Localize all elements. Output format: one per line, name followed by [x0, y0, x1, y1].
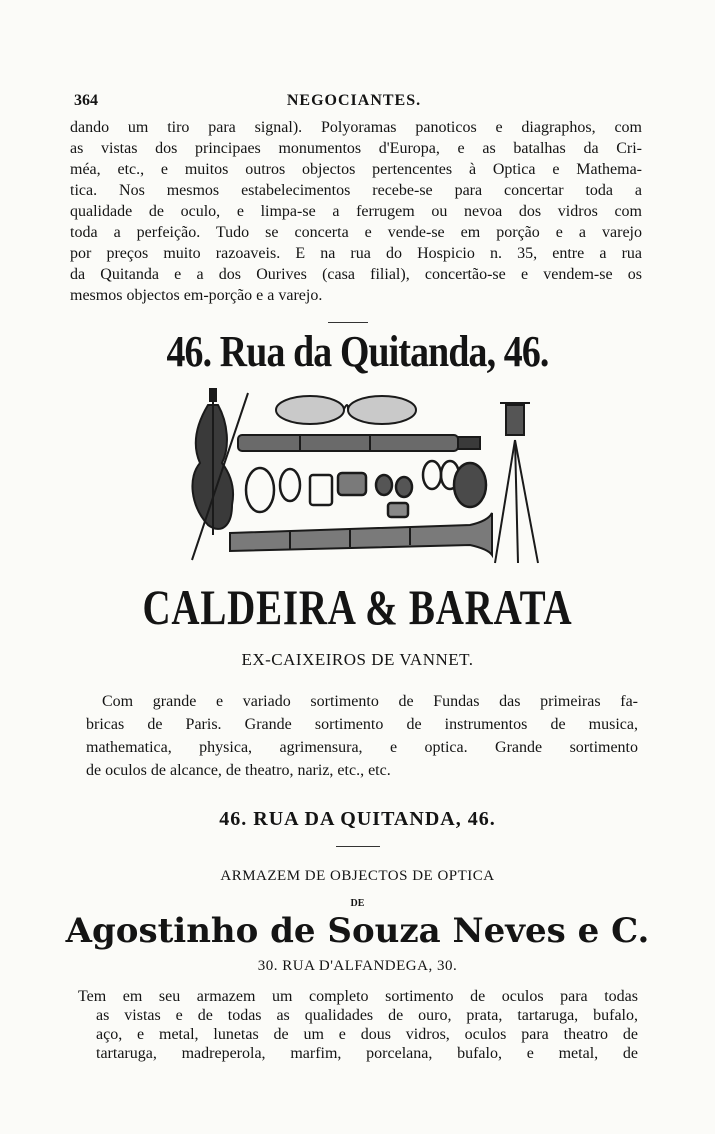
text-line: da Quitanda e a dos Ourives (casa filial), concertão-se e vendem-se os	[70, 266, 642, 283]
violin-icon	[192, 389, 233, 535]
advert-address-heading: 46. Rua da Quitanda, 46.	[166, 327, 549, 376]
section-divider	[328, 322, 368, 323]
clarinet-icon	[230, 513, 492, 555]
text-line: de oculos de alcance, de theatro, nariz, etc., etc.	[86, 762, 391, 779]
text-line: aço, e metal, lunetas de um e dous vidros, oculos para theatro de	[96, 1026, 638, 1043]
company-name-caldeira-barata: CALDEIRA & BARATA	[142, 579, 573, 635]
instruments-engraving-icon	[170, 385, 550, 570]
text-line: as vistas e de todas as qualidades de ouro, prata, tartaruga, bufalo,	[96, 1007, 638, 1024]
running-title: NEGOCIANTES.	[286, 92, 422, 109]
company-subtitle: EX-CAIXEIROS DE VANNET.	[241, 650, 474, 669]
company-name-agostinho: Agostinho de Souza Neves e C.	[65, 911, 650, 951]
spectacles-icon	[276, 396, 416, 424]
advert-1-body	[86, 690, 638, 782]
telescope-icon	[238, 435, 480, 451]
text-line: mesmos objectos em-porção e a varejo.	[70, 287, 323, 304]
text-line: mathematica, physica, agrimensura, e optica. Grande sortimento	[86, 739, 638, 756]
advert-2-address: 30. RUA D'ALFANDEGA, 30.	[257, 958, 458, 974]
text-line: qualidade de oculo, e limpa-se a ferrugem ou nevoa dos vidros com	[70, 203, 642, 220]
text-line: as vistas dos principaes monumentos d'Europa, e as batalhas da Cri-	[70, 140, 642, 157]
tripod-instrument-icon	[495, 403, 538, 563]
advert-2-heading: ARMAZEM DE OBJECTOS DE OPTICA	[220, 868, 495, 884]
text-line: toda a perfeição. Tudo se concerta e vende-se em porção e a varejo	[70, 224, 642, 241]
text-line: por preços muito razoaveis. E na rua do Hospicio n. 35, entre a rua	[70, 245, 642, 262]
advert-2-connector: DE	[350, 898, 365, 909]
text-line: méa, etc., e muitos outros objectos pertencentes à Optica e Mathema-	[70, 161, 642, 178]
page-number: 364	[74, 92, 98, 109]
section-divider	[336, 846, 380, 847]
paragraph-continuation	[70, 117, 642, 306]
text-line: Com grande e variado sortimento de Fundas das primeiras fa-	[102, 693, 638, 710]
text-line: tartaruga, madreperola, marfim, porcelana, bufalo, e metal, de	[96, 1045, 638, 1062]
page-header	[74, 92, 634, 112]
text-line: tica. Nos mesmos estabelecimentos recebe-se para concertar toda a	[70, 182, 642, 199]
advert-1-footer-address: 46. RUA DA QUITANDA, 46.	[219, 808, 496, 830]
text-line: Tem em seu armazem um completo sortimento de oculos para todas	[78, 988, 638, 1005]
eyeglasses-cluster-icon	[246, 461, 486, 517]
advert-2-body	[78, 987, 638, 1063]
text-line: dando um tiro para signal). Polyoramas panoticos e diagraphos, com	[70, 119, 642, 136]
text-line: bricas de Paris. Grande sortimento de instrumentos de musica,	[86, 716, 638, 733]
